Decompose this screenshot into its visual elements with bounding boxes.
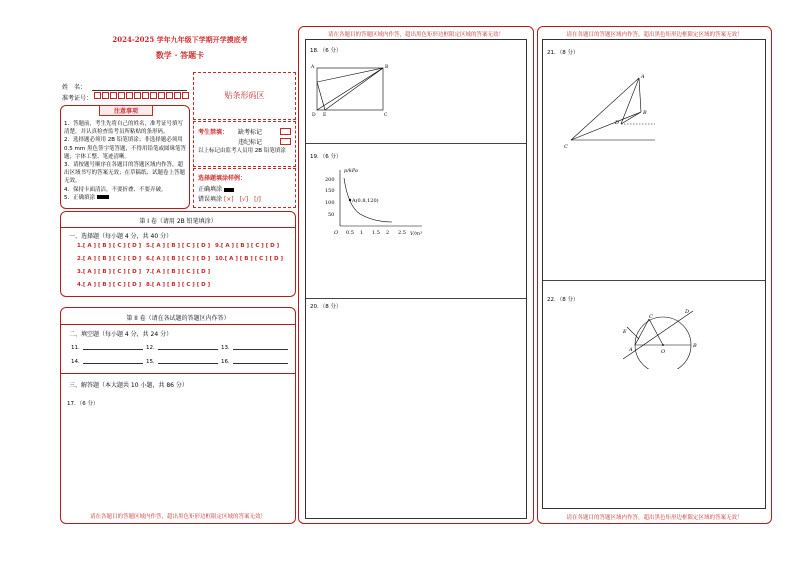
blank-11-label: 11． (71, 345, 84, 351)
section2-panel (60, 307, 296, 524)
notice-item: 5．正确填涂 (64, 194, 188, 202)
q17-answer-area[interactable] (64, 396, 292, 508)
section1-panel (60, 211, 296, 297)
blank-11[interactable] (83, 349, 143, 350)
barcode-area: 贴条形码区 (193, 72, 296, 120)
q19-xtick: 2.5 (398, 230, 406, 236)
q22-point-o: O (661, 349, 666, 355)
blank-16[interactable] (233, 363, 288, 364)
blank-16-label: 16． (221, 359, 234, 365)
q19-xtick: 1.5 (372, 230, 380, 236)
q18-point-c: C (384, 113, 388, 118)
choice-q6[interactable]: 6.[ A ] [ B ] [ C ] [ D ] (146, 256, 211, 262)
q21-label: 21．（8 分） (547, 50, 579, 56)
absent-checkbox[interactable] (280, 128, 291, 135)
choice-heading: 一、选择题（每小题 4 分，共 40 分） (69, 233, 173, 240)
section1-title: 第 I 卷（请用 2B 铅笔填涂） (139, 218, 217, 225)
q21-area[interactable] (543, 40, 765, 280)
blank-15[interactable] (158, 363, 218, 364)
right-panel (537, 26, 772, 524)
choice-q4[interactable]: 4.[ A ] [ B ] [ C ] [ D ] (77, 282, 142, 288)
q19-label: 19．（6 分） (310, 154, 342, 160)
q22-point-a: A (629, 347, 633, 353)
choice-q9[interactable]: 9.[ A ] [ B ] [ C ] [ D ] (215, 243, 280, 249)
violation-label: 违纪标记 (238, 139, 263, 146)
q19-graph (322, 166, 432, 236)
q19-xlabel: V/m³ (410, 231, 423, 236)
q19-area[interactable] (306, 144, 526, 297)
q18-point-b: B (385, 65, 389, 70)
q22-label: 22．（8 分） (547, 297, 579, 303)
q18-area[interactable] (306, 40, 526, 143)
q19-xtick: 0.5 (346, 230, 354, 236)
q19-point-label: A(0.8,120) (352, 198, 379, 204)
blank-15-label: 15． (146, 359, 159, 365)
choice-q3[interactable]: 3.[ A ] [ B ] [ C ] [ D ] (77, 269, 142, 275)
section2-title: 第 II 卷（请在各试题的答题区内作答） (126, 315, 230, 322)
q21-figure (561, 64, 661, 154)
notice-item: 4．保持卡面清洁，不要折叠、不要弄破。 (64, 186, 167, 193)
choice-q2[interactable]: 2.[ A ] [ B ] [ C ] [ D ] (77, 256, 142, 262)
q18-point-e: E (323, 113, 327, 118)
q19-ylabel: p/kPa (344, 168, 359, 174)
q19-xtick: 1 (360, 230, 364, 236)
choice-q10[interactable]: 10.[ A ] [ B ] [ C ] [ D ] (215, 256, 283, 262)
choice-q5[interactable]: 5.[ A ] [ B ] [ C ] [ D ] (146, 243, 211, 249)
fill-sample (193, 168, 296, 208)
answer-heading: 三、解答题（本大题共 10 小题，共 86 分） (69, 382, 188, 389)
warning-text: 请在各题目的答题区域内作答，超出黑色矩形边框限定区域的答案无效！ (327, 32, 504, 38)
q20-area[interactable] (306, 299, 526, 519)
q21-point-d: D (615, 120, 620, 126)
notice-item: 1．答题前，考生先将自己的姓名，准考证号填写清楚，并认真检查监考员所粘贴的条形码。 (64, 121, 184, 136)
notice-item: 2．选择题必须用 2B 铅笔填涂；非选择题必须用 0.5 mm 黑色签字笔答题，不得用铅笔或圆珠笔答题；字体工整、笔迹清晰。 (64, 137, 186, 160)
q18-point-a: A (311, 65, 315, 70)
choice-q8[interactable]: 8.[ A ] [ B ] [ C ] [ D ] (146, 282, 211, 288)
fill-heading: 二、填空题（每小题 4 分，共 24 分） (69, 331, 173, 338)
q22-point-d: D (685, 309, 690, 315)
wrong-fill-marks: [×] [√] [/] (223, 196, 261, 203)
q19-ytick: 50 (328, 212, 335, 218)
q17-label: 17．（6 分） (67, 401, 99, 407)
correct-fill-label: 正确填涂 (198, 186, 223, 193)
q22-area[interactable] (543, 281, 765, 508)
blank-12[interactable] (158, 349, 218, 350)
warning-text: 请在各题目的答题区域内作答，超出黑色矩形边框限定区域的答案无效！ (89, 514, 266, 520)
notices-panel (60, 105, 190, 209)
violation-checkbox[interactable] (280, 138, 291, 145)
q19-ytick: 200 (325, 177, 335, 183)
blank-14[interactable] (83, 363, 143, 364)
correct-fill-mark (224, 188, 234, 192)
q19-xtick: 2 (386, 230, 390, 236)
fill-sample-title: 选择题填涂样例： (198, 175, 247, 182)
middle-panel (298, 26, 534, 524)
exam-subtitle: 数学 · 答题卡 (155, 50, 205, 60)
q19-origin: O (334, 230, 339, 236)
q19-ytick: 100 (325, 200, 335, 206)
warning-text: 请在各题目的答题区域内作答，超出黑色矩形边框限定区域的答案无效！ (566, 32, 743, 38)
exam-id-boxes[interactable] (94, 92, 190, 99)
notices-title: 注意事项 (99, 105, 153, 116)
blank-13-label: 13． (221, 345, 234, 351)
q21-point-c: C (564, 144, 568, 150)
choice-q7[interactable]: 7.[ A ] [ B ] [ C ] [ D ] (146, 269, 211, 275)
q22-point-e: E (623, 329, 627, 335)
blank-13[interactable] (233, 349, 288, 350)
q22-figure (613, 309, 713, 369)
exam-title: 2024-2025 学年九年级下学期开学摸底考 (112, 35, 248, 44)
notice-item: 3．请按题号顺序在各题目的答题区域内作答，超出区域书写的答案无效；在草稿纸、试题卷上答题无效。 (64, 162, 186, 185)
examinee-label: 考生禁填： (198, 129, 229, 136)
blank-12-label: 12． (146, 345, 159, 351)
name-label: 姓 名： (62, 84, 87, 91)
q22-point-b: B (693, 343, 697, 349)
examinee-marks (193, 121, 296, 167)
q19-ytick: 150 (325, 188, 335, 194)
q18-figure (306, 52, 396, 122)
choice-q1[interactable]: 1.[ A ] [ B ] [ C ] [ D ] (77, 243, 142, 249)
id-label: 准考证号： (62, 95, 93, 102)
wrong-fill-label: 错误填涂 (198, 196, 223, 203)
q21-point-b: B (643, 110, 647, 116)
blank-14-label: 14． (71, 359, 84, 365)
q22-point-c: C (649, 314, 653, 320)
warning-text: 请在各题目的答题区域内作答，超出黑色矩形边框限定区域的答案无效！ (566, 515, 743, 521)
q21-point-a: A (641, 74, 645, 80)
name-underline[interactable] (92, 90, 187, 91)
q18-label: 18．（6 分） (310, 48, 342, 54)
absent-label: 缺考标记 (238, 129, 263, 136)
q18-point-d: D (312, 113, 316, 118)
q20-label: 20．（8 分） (310, 304, 342, 310)
filled-sample (97, 195, 109, 199)
examinee-note: 以上标记由监考人员用 2B 铅笔填涂 (198, 148, 286, 154)
